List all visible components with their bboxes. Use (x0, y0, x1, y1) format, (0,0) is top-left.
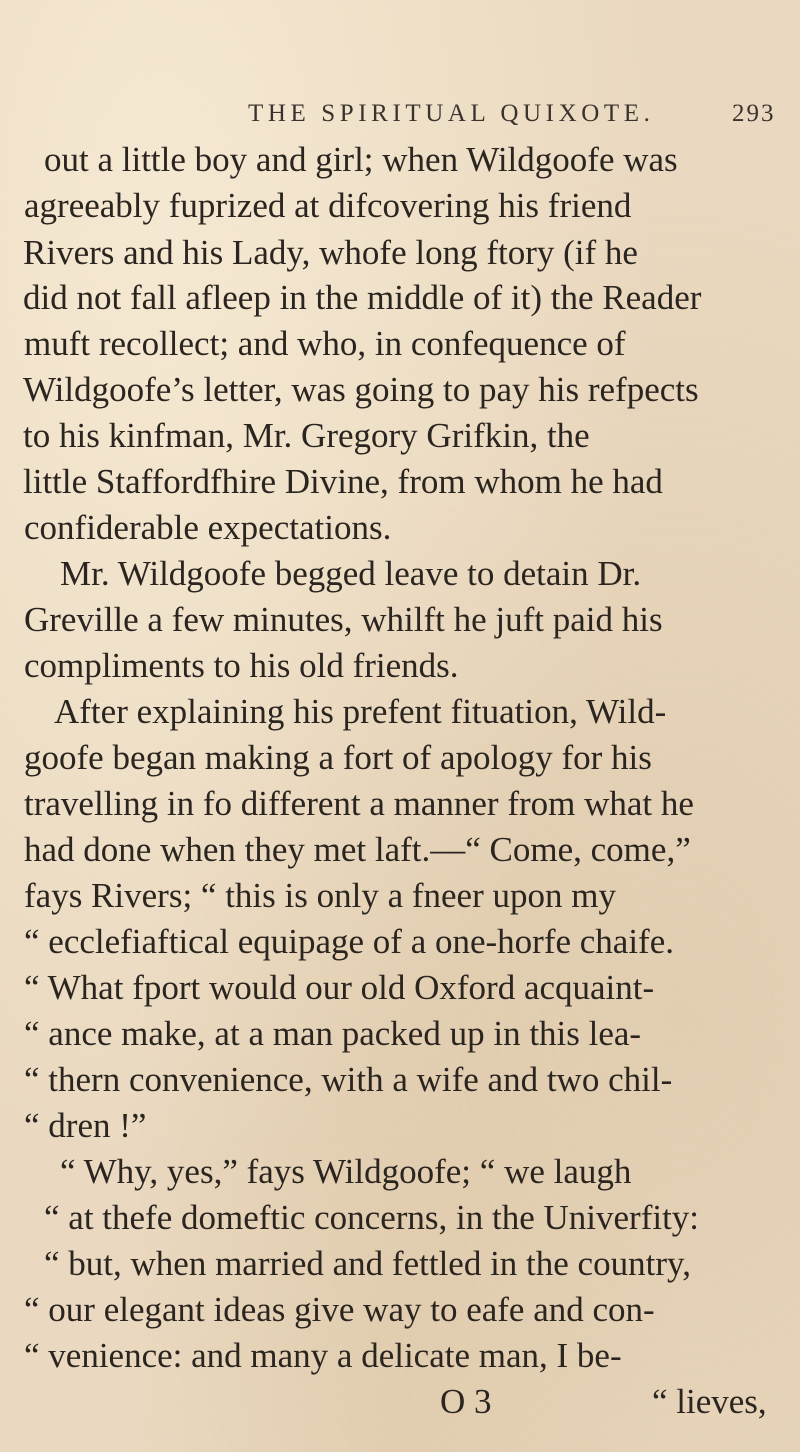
text-line: “ ance make, at a man packed up in this lea- (24, 1014, 642, 1053)
text-line: Greville a few minutes, whilft he juft paid his (24, 600, 663, 639)
running-title: THE SPIRITUAL QUIXOTE. (248, 100, 655, 127)
text-line: “ our elegant ideas give way to eafe and con- (24, 1290, 655, 1329)
text-line: After explaining his prefent fituation, Wild- (54, 692, 667, 731)
text-line: Mr. Wildgoofe begged leave to detain Dr. (60, 554, 642, 593)
signature-mark: O 3 (440, 1382, 492, 1421)
text-line: “ dren !” (24, 1106, 147, 1145)
text-line: “ ecclefiaftical equipage of a one-horfe chaife. (24, 922, 674, 961)
text-line: “ at thefe domeftic concerns, in the Univerfity: (44, 1198, 700, 1237)
page-number: 293 (732, 100, 776, 127)
text-line: “ thern convenience, with a wife and two chil- (24, 1060, 673, 1099)
text-line: agreeably fuprized at difcovering his friend (24, 186, 632, 225)
text-line: did not fall afleep in the middle of it) the Reader (23, 278, 702, 317)
text-line: Rivers and his Lady, whofe long ftory (if he (23, 233, 638, 272)
text-line: fays Rivers; “ this is only a fneer upon my (24, 876, 616, 915)
text-line: had done when they met laft.—“ Come, come,” (24, 830, 691, 869)
text-line: out a little boy and girl; when Wildgoofe was (44, 140, 678, 179)
text-line: compliments to his old friends. (24, 646, 459, 685)
text-line: travelling in fo different a manner from what he (24, 784, 694, 823)
text-line: to his kinfman, Mr. Gregory Grifkin, the (23, 416, 590, 455)
text-line: muft recollect; and who, in confequence of (24, 324, 626, 363)
text-line: Wildgoofe’s letter, was going to pay his refpects (23, 370, 699, 409)
text-line: little Staffordfhire Divine, from whom he had (23, 462, 663, 501)
text-line: “ Why, yes,” fays Wildgoofe; “ we laugh (60, 1152, 632, 1191)
text-line: “ but, when married and fettled in the country, (44, 1244, 691, 1283)
text-line: confiderable expectations. (24, 508, 392, 547)
catchword: “ lieves, (652, 1382, 767, 1421)
text-line: “ What fport would our old Oxford acquaint- (24, 968, 655, 1007)
text-line: goofe began making a fort of apology for his (24, 738, 652, 777)
text-line: “ venience: and many a delicate man, I be- (24, 1336, 622, 1375)
